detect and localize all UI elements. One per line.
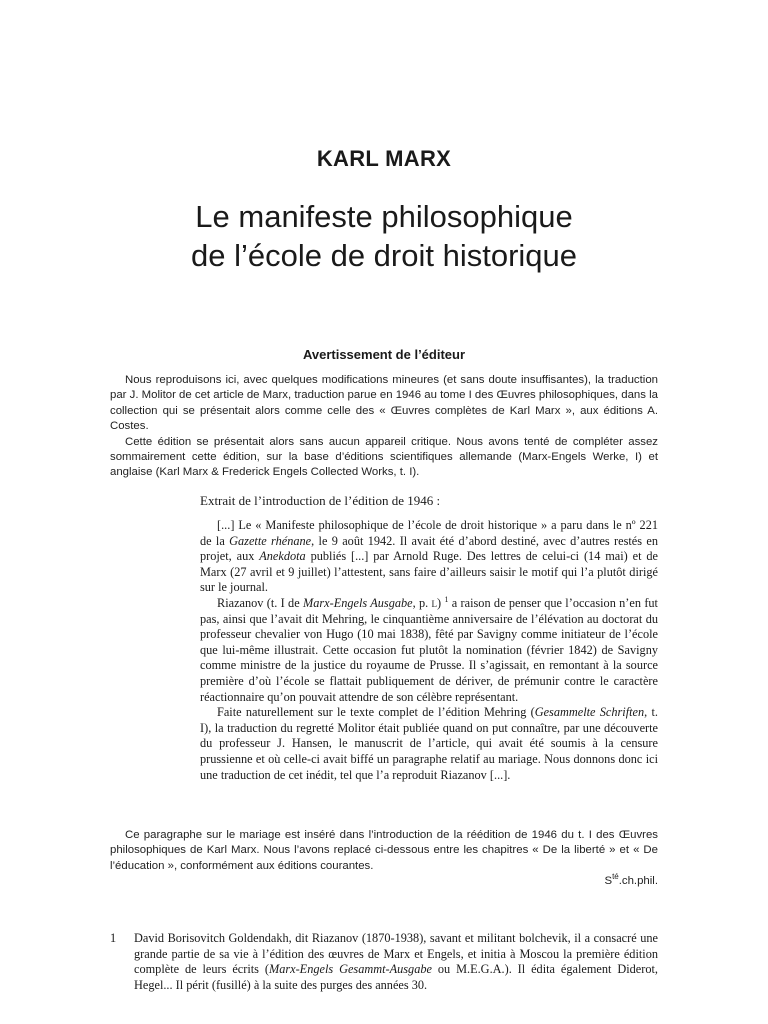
footnote-reference[interactable]: 1 xyxy=(444,594,449,604)
emphasis-mega: Marx-Engels Gesammt-Ausgabe xyxy=(268,962,432,977)
editor-notice-paragraph-2: Cette édition se présentait alors sans aucun appareil critique. Nous avons tenté de compléter assez sommairement cette édition, sur la base d’éditions scientifiques allemande (Marx-Engels Werke, I) et anglaise (Karl Marx & Frederick Engels Collected Works, t. I). xyxy=(110,435,658,479)
title-line-1: Le manifeste philosophique xyxy=(195,199,573,234)
editor-notice-heading: Avertissement de l’éditeur xyxy=(302,347,466,362)
editor-notice-body xyxy=(110,373,658,481)
extract-paragraph-3: Faite naturellement sur le texte complet de l’édition Mehring (Gesammelte Schriften, t. I), la traduction du regretté Molitor était publiée quand on put connaître, par une découverte du professeur J. Hansen, le manuscrit de l’article, qui avait été soumis à la censure prussienne et où celle-ci avait biffé un paragraphe relatif au mariage. Nous donnons donc ici une traduction de cet inédit, tel que l’a reproduit Riazanov [...]. xyxy=(200,705,659,782)
emphasis-anekdota: Anekdota xyxy=(259,549,306,564)
article-title xyxy=(0,197,768,275)
after-note-paragraph: Ce paragraphe sur le mariage est inséré dans l’introduction de la réédition de 1946 du t. I des Œuvres philosophiques de Karl Marx. Nous l’avons replacé ci-dessous entre les chapitres « De la liberté » et « De l’éducation », conformément aux éditions courantes. xyxy=(110,829,658,872)
emphasis-gazette-rhenane: Gazette rhénane xyxy=(229,533,312,548)
footnote-number: 1 xyxy=(110,931,117,945)
extract-heading: Extrait de l’introduction de l’édition de 1946 : xyxy=(200,493,441,508)
signature: $S^{té}.ch.phil$. xyxy=(604,872,658,887)
extract-body xyxy=(200,518,658,783)
after-note xyxy=(110,828,658,874)
extract-paragraph-2: Riazanov (t. I de Marx-Engels Ausgabe, p. l) $^1$ a raison de penser que l’occasion n’en fut pas, ainsi que l’avait dit Mehring, le cinquantième anniversaire de l’élévation au doctorat du professeur chevalier von Hugo (10 mai 1838), fêté par Savigny comme initiateur de l’école que lui-même illustrait. Cette occasion fut plutôt la nomination (février 1842) de Savigny comme ministre de la justice du royaume de Prusse. Il s’agissait, en remontant à la source première d’où l’école se flattait publiquement de dériver, de prémunir contre le caractère réactionnaire qu’on pouvait attendre de son célèbre représentant. xyxy=(200,594,658,704)
author-name: KARL MARX xyxy=(316,146,452,171)
editor-notice-paragraph-1: Nous reproduisons ici, avec quelques modifications mineures (et sans doute insuffisantes), la traduction par J. Molitor de cet article de Marx, traduction parue en 1946 au tome I des Œuvres philosophiques, dans la collection qui se présentait alors comme celle des « Œuvres complètes de Karl Marx », aux éditions A. Costes. xyxy=(110,374,658,433)
emphasis-gesammelte-schriften: Gesammelte Schriften xyxy=(534,705,645,720)
footnote xyxy=(110,931,658,993)
footnote-text: David Borisovitch Goldendakh, dit Riazanov (1870-1938), savant et militant bolchevik, il a consacré une grande partie de sa vie à l’édition des œuvres de Marx et Engels, et initia à Moscou la première édition complète de leurs écrits (Marx-Engels Gesammt-Ausgabe ou M.E.G.A.). Il édita également Diderot, Hegel... Il périt (fusillé) à la suite des purges des années 30. xyxy=(134,931,658,992)
title-line-2: de l’école de droit historique xyxy=(190,238,578,273)
extract-paragraph-1: [...] Le « Manifeste philosophique de l’école de droit historique » a paru dans le nº 221 de la Gazette rhénane, le 9 août 1942. Il avait été d’abord destiné, avec d’autres restés en projet, aux Anekdota publiés [...] par Arnold Ruge. Des lettres de celui-ci (14 mai) et de Marx (27 avril et 9 juillet) l’attestent, sans faire d’ailleurs saisir le motif qui l’a plutôt dirigé sur le journal. xyxy=(200,518,658,595)
emphasis-marx-engels-ausgabe: Marx-Engels Ausgabe xyxy=(302,595,413,610)
